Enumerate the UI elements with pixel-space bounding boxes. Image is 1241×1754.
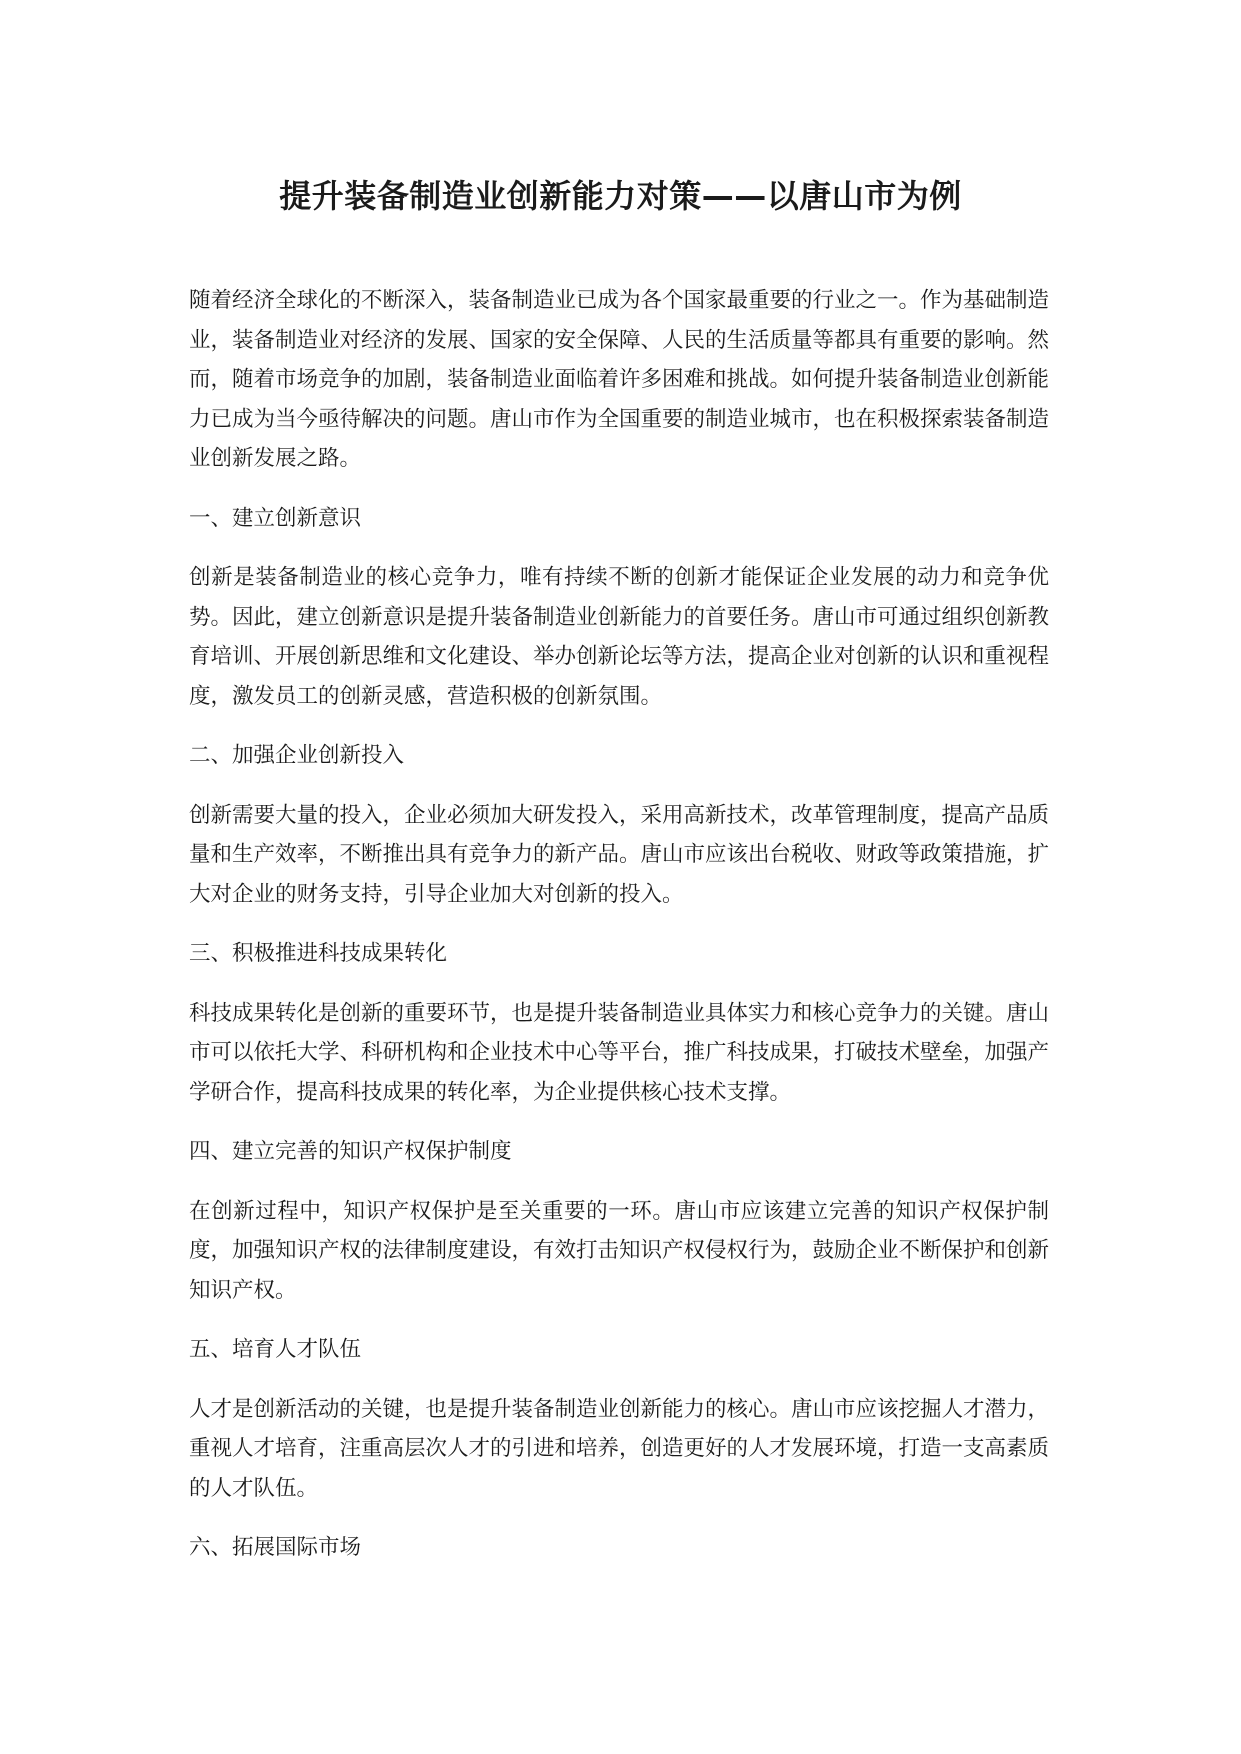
section-heading-3: 三、积极推进科技成果转化 [189, 941, 448, 966]
intro-paragraph: 随着经济全球化的不断深入，装备制造业已成为各个国家最重要的行业之一。作为基础制造业，装备制造业对经济的发展、国家的安全保障、人民的生活质量等都具有重要的影响。然而，随着市场竞争的加剧，装备制造业面临着许多困难和挑战。如何提升装备制造业创新能力已成为当今亟待解决的问题。唐山市作为全国重要的制造业城市，也在积极探索装备制造业创新发展之路。 [189, 288, 1050, 471]
document-body [189, 281, 1049, 1588]
section-body-3: 科技成果转化是创新的重要环节，也是提升装备制造业具体实力和核心竞争力的关键。唐山市可以依托大学、科研机构和企业技术中心等平台，推广科技成果，打破技术壁垒，加强产学研合作，提高科技成果的转化率，为企业提供核心技术支撑。 [189, 1000, 1050, 1105]
section-heading-4: 四、建立完善的知识产权保护制度 [189, 1139, 512, 1164]
document-title: 提升装备制造业创新能力对策——以唐山市为例 [279, 177, 962, 215]
section-heading-2: 二、加强企业创新投入 [189, 743, 405, 768]
section-body-4: 在创新过程中，知识产权保护是至关重要的一环。唐山市应该建立完善的知识产权保护制度，加强知识产权的法律制度建设，有效打击知识产权侵权行为，鼓励企业不断保护和创新知识产权。 [189, 1198, 1050, 1303]
section-body-5: 人才是创新活动的关键，也是提升装备制造业创新能力的核心。唐山市应该挖掘人才潜力，重视人才培育，注重高层次人才的引进和培养，创造更好的人才发展环境，打造一支高素质的人才队伍。 [189, 1396, 1050, 1501]
section-body-1: 创新是装备制造业的核心竞争力，唯有持续不断的创新才能保证企业发展的动力和竞争优势。因此，建立创新意识是提升装备制造业创新能力的首要任务。唐山市可通过组织创新教育培训、开展创新思维和文化建设、举办创新论坛等方法，提高企业对创新的认识和重视程度，激发员工的创新灵感，营造积极的创新氛围。 [189, 565, 1050, 709]
section-heading-1: 一、建立创新意识 [189, 505, 362, 531]
section-heading-5: 五、培育人才队伍 [189, 1337, 362, 1362]
section-body-2: 创新需要大量的投入，企业必须加大研发投入，采用高新技术，改革管理制度，提高产品质量和生产效率，不断推出具有竞争力的新产品。唐山市应该出台税收、财政等政策措施，扩大对企业的财务支持，引导企业加大对创新的投入。 [189, 802, 1050, 907]
section-heading-6: 六、拓展国际市场 [189, 1535, 362, 1560]
